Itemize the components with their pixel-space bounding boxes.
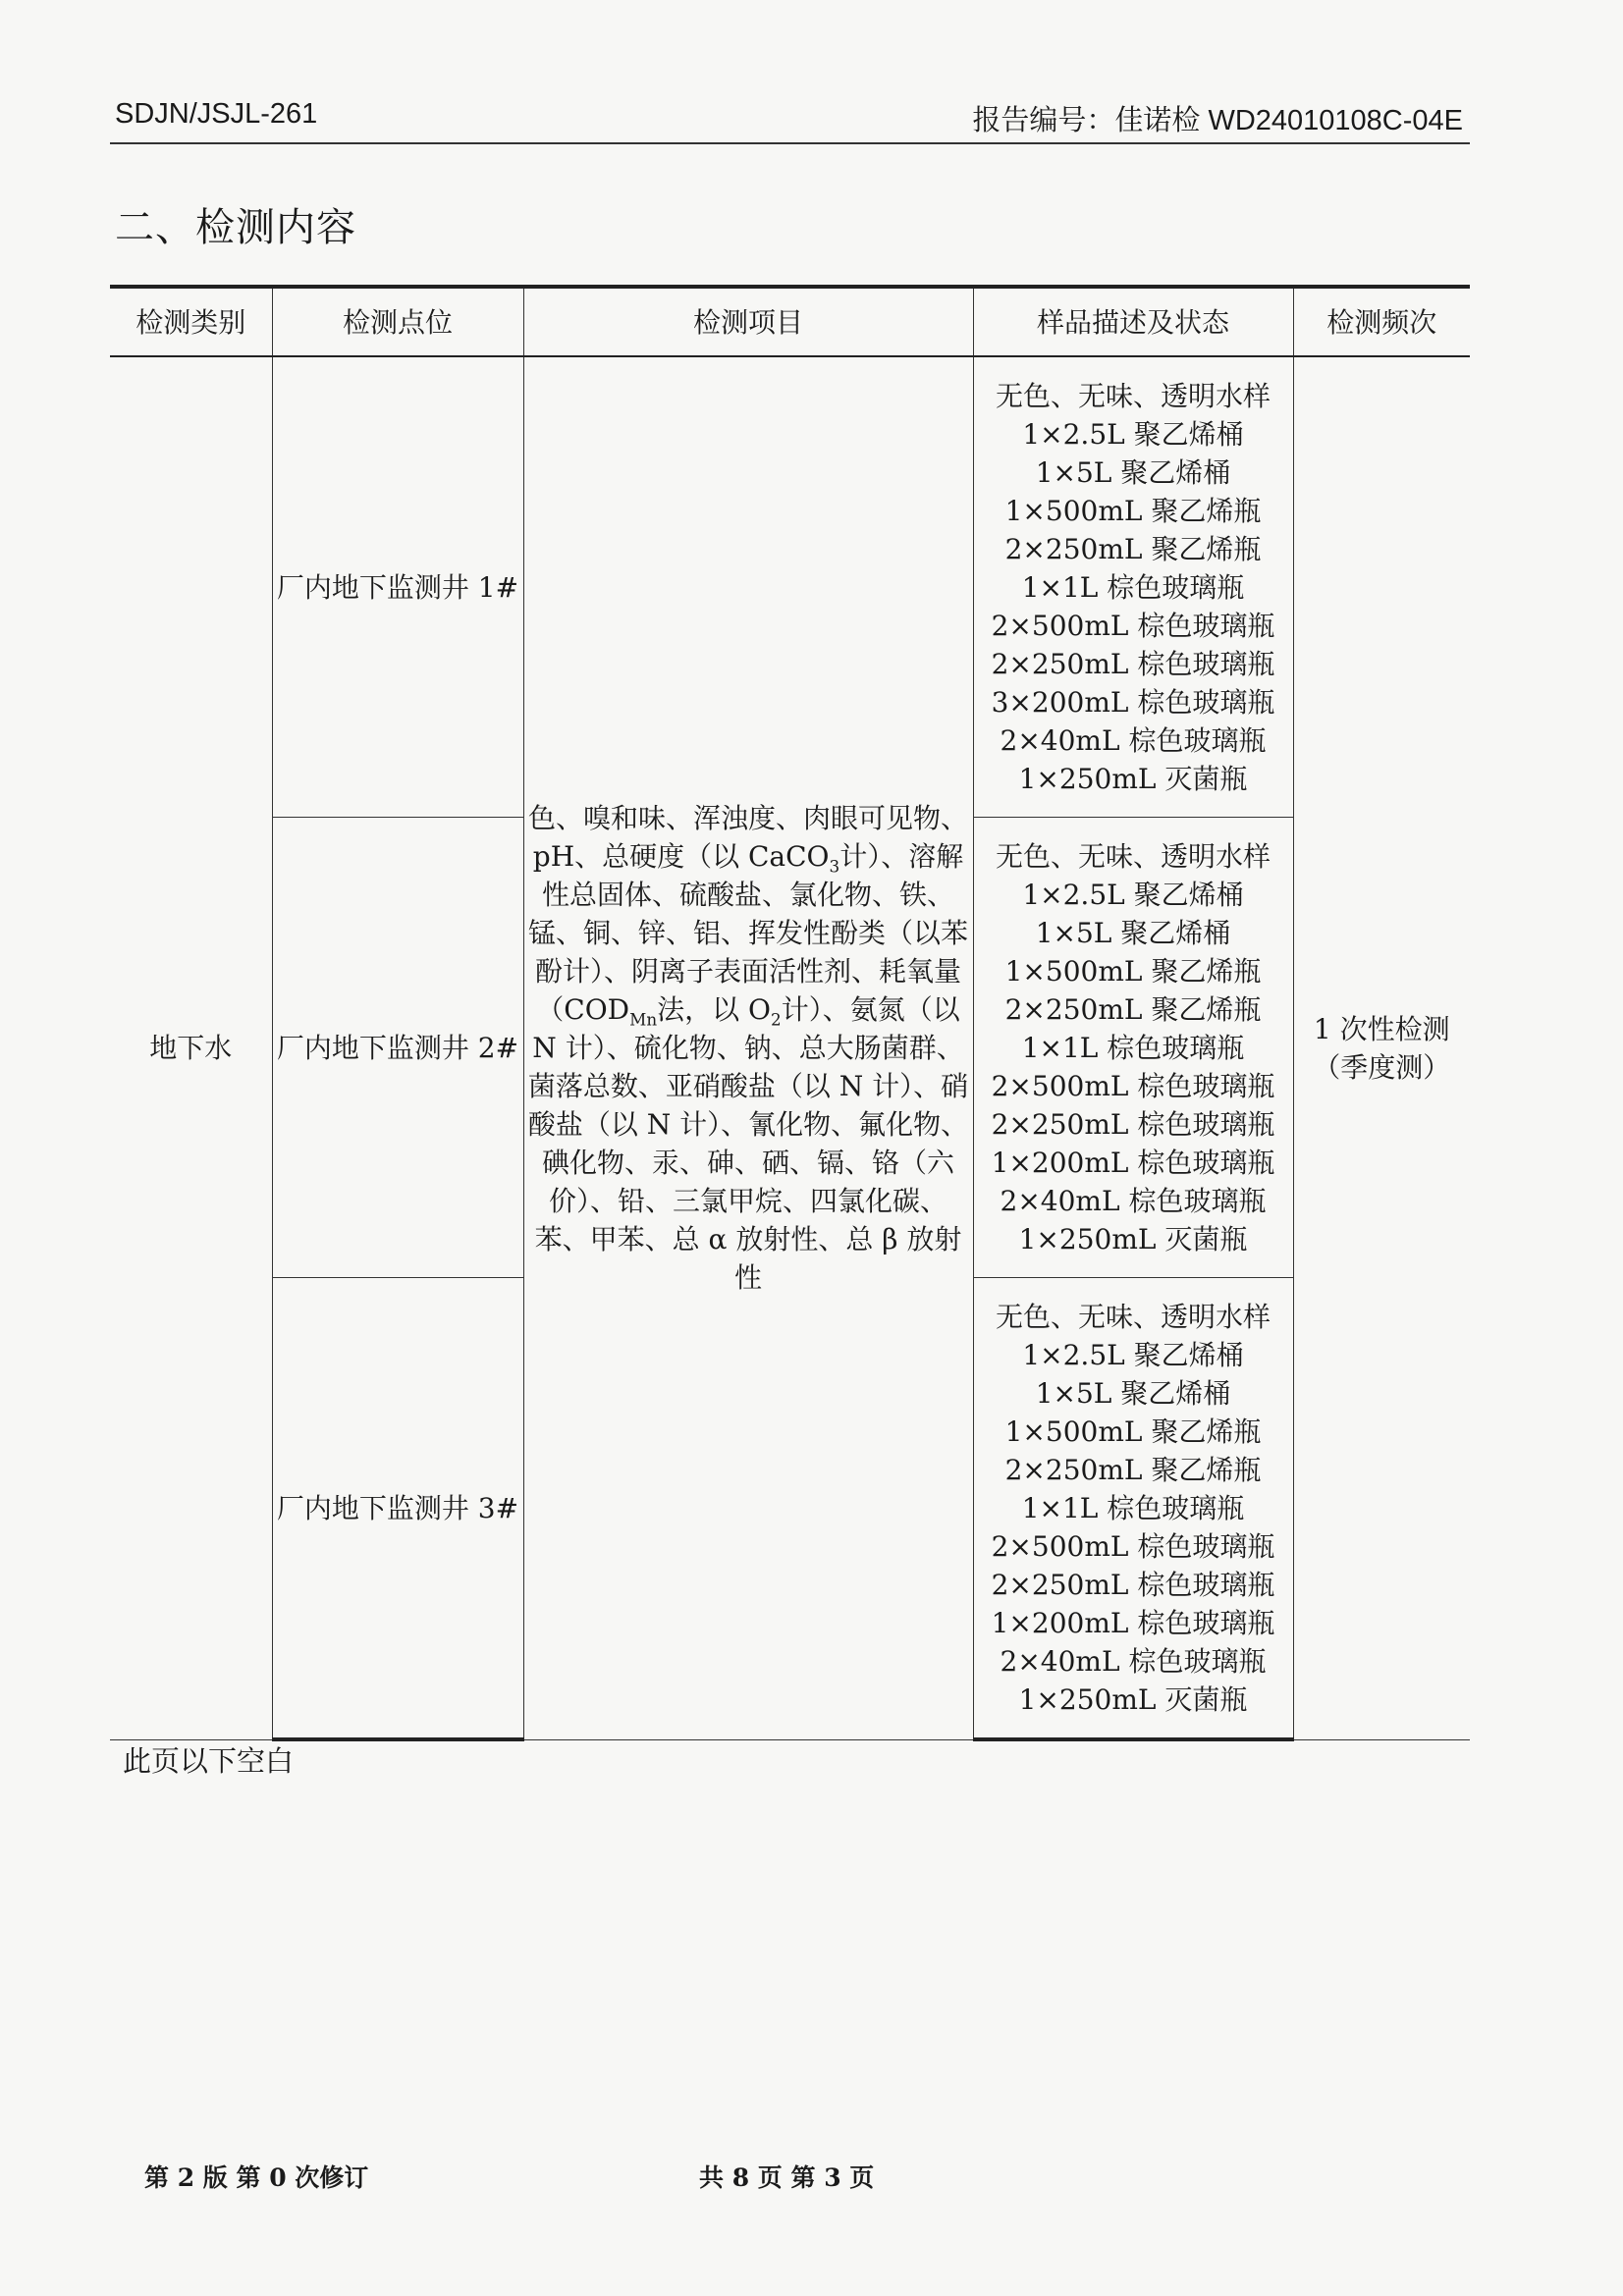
point-cell-2: 厂内地下监测井 2# [272, 818, 523, 1278]
column-header-items: 检测项目 [523, 287, 973, 356]
items-cell: 色、嗅和味、浑浊度、肉眼可见物、pH、总硬度（以 CaCO$_3$计）、溶解性总固体、硫酸盐、氯化物、铁、锰、铜、锌、铝、挥发性酚类（以苯酚计）、阴离子表面活性剂、耗氧量（$COD_{Mn}$法，以 $O_2$计）、氨氮（以 N 计）、硫化物、钠、总大肠菌群、菌落总数、亚硝酸盐（以 N 计）、硝酸盐（以 N 计）、氰化物、氟化物、碘化物、汞、砷、硒、镉、铬（六价）、铅、三氯甲烷、四氯化碳、苯、甲苯、总 α 放射性、总 β 放射性 [523, 356, 973, 1739]
point-cell-3: 厂内地下监测井 3# [272, 1278, 523, 1740]
point-cell-1: 厂内地下监测井 1# [272, 356, 523, 818]
samples-cell-1: 无色、无味、透明水样 1×2.5L 聚乙烯桶 1×5L 聚乙烯桶 1×500mL 聚乙烯瓶 2×250mL 聚乙烯瓶 1×1L 棕色玻璃瓶 2×500mL 棕色玻璃瓶 2×250mL 棕色玻璃瓶 3×200mL 棕色玻璃瓶 2×40mL 棕色玻璃瓶 1×250mL 灭菌瓶 [973, 356, 1293, 818]
report-number: 报告编号：佳诺检 WD24010108C-04E [972, 105, 1463, 136]
frequency-cell: 1 次性检测（季度测） [1293, 356, 1470, 1739]
detection-content-table [110, 285, 1470, 1741]
version-footer: 第 2 版 第 0 次修订 [144, 2163, 369, 2192]
column-header-samples: 样品描述及状态 [973, 287, 1293, 356]
blank-below-note: 此页以下空白 [123, 1744, 295, 1778]
samples-cell-3: 无色、无味、透明水样 1×2.5L 聚乙烯桶 1×5L 聚乙烯桶 1×500mL 聚乙烯瓶 2×250mL 聚乙烯瓶 1×1L 棕色玻璃瓶 2×500mL 棕色玻璃瓶 2×250mL 棕色玻璃瓶 1×200mL 棕色玻璃瓶 2×40mL 棕色玻璃瓶 1×250mL 灭菌瓶 [973, 1278, 1293, 1740]
table-header-row [110, 287, 1470, 356]
page-number: 共 8 页 第 3 页 [699, 2163, 875, 2192]
document-code: SDJN/JSJL-261 [115, 98, 318, 130]
column-header-frequency: 检测频次 [1293, 287, 1470, 356]
samples-cell-2: 无色、无味、透明水样 1×2.5L 聚乙烯桶 1×5L 聚乙烯桶 1×500mL 聚乙烯瓶 2×250mL 聚乙烯瓶 1×1L 棕色玻璃瓶 2×500mL 棕色玻璃瓶 2×250mL 棕色玻璃瓶 1×200mL 棕色玻璃瓶 2×40mL 棕色玻璃瓶 1×250mL 灭菌瓶 [973, 818, 1293, 1278]
header-divider [110, 142, 1470, 144]
column-header-point: 检测点位 [272, 287, 523, 356]
section-title: 二、检测内容 [115, 205, 356, 250]
table-row [110, 356, 1470, 818]
category-cell: 地下水 [110, 356, 272, 1739]
column-header-category: 检测类别 [110, 287, 272, 356]
